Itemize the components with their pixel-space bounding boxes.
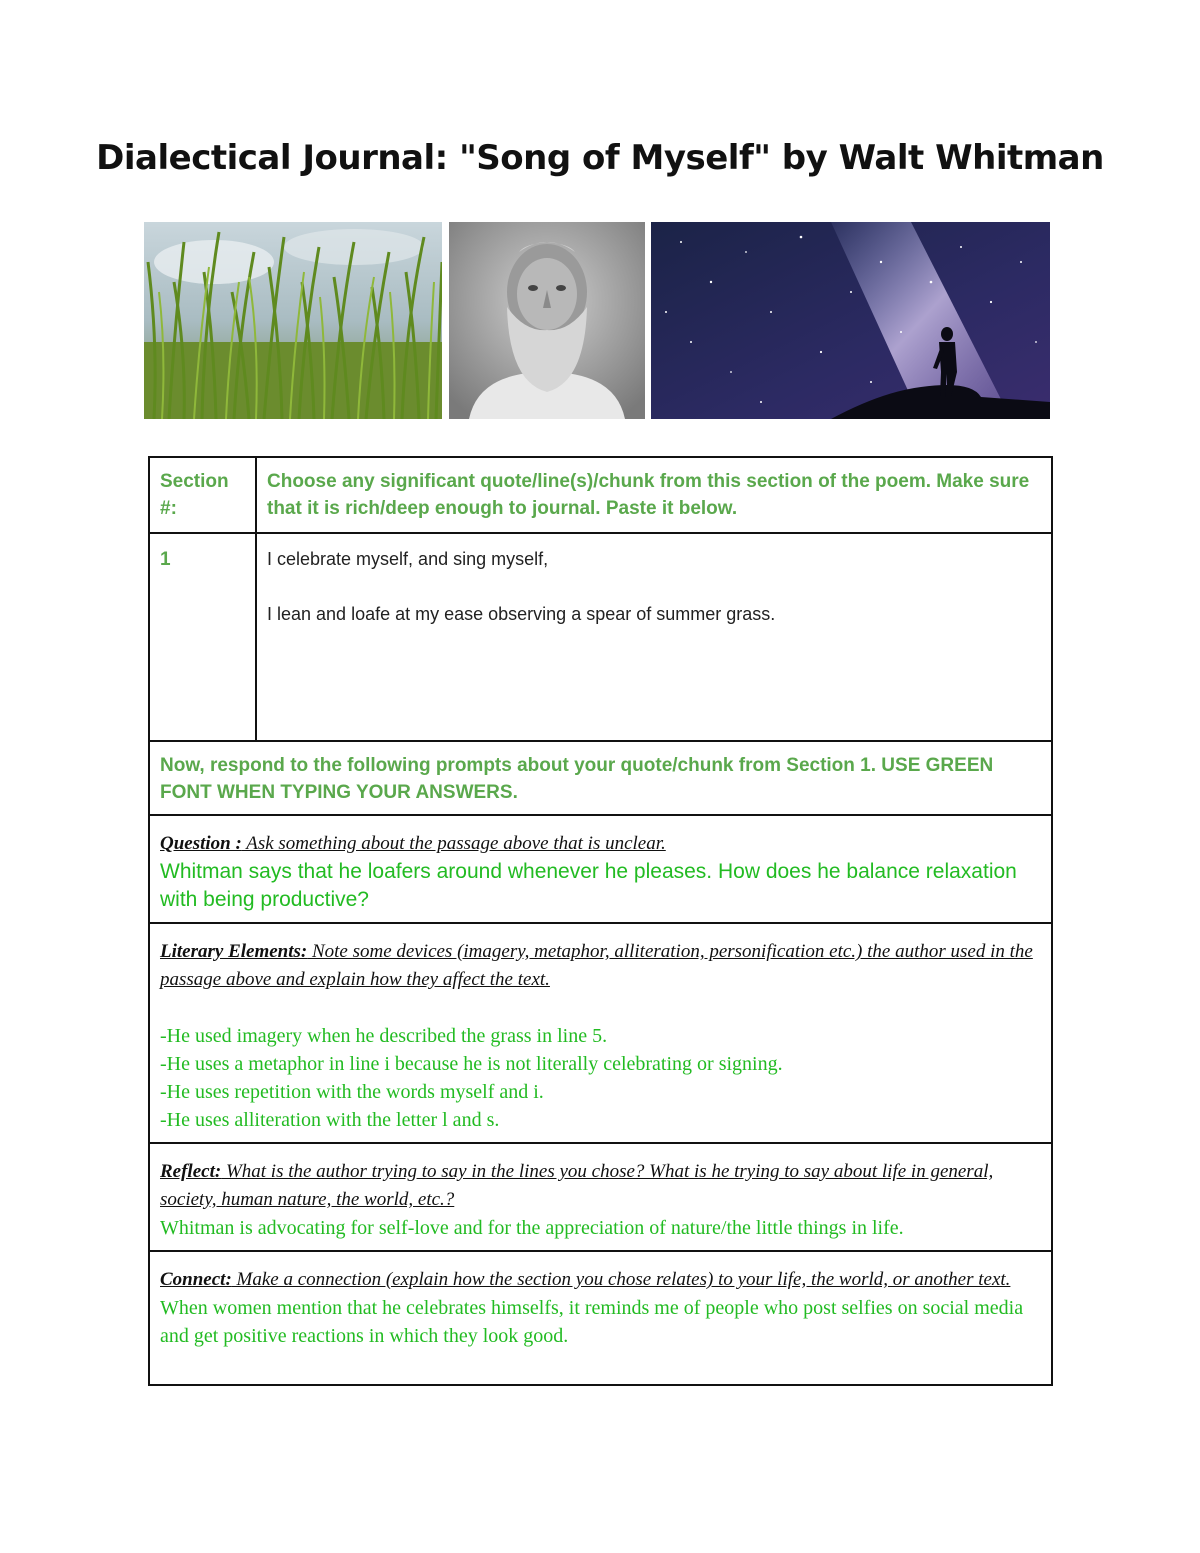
question-label: Question : — [160, 833, 242, 854]
connect-prompt: Connect: Make a connection (explain how the section you chose relates) to your life, the world, or another text. — [160, 1269, 1011, 1290]
question-cell[interactable] — [149, 815, 1052, 923]
respond-row — [149, 741, 1052, 815]
header-row — [149, 457, 1052, 533]
reflect-cell[interactable] — [149, 1143, 1052, 1251]
literary-answer-1: -He used imagery when he described the grass in line 5. — [160, 1025, 608, 1047]
section-header-cell: Section #: — [149, 457, 256, 533]
connect-row — [149, 1251, 1052, 1385]
literary-prompt: Literary Elements: Note some devices (imagery, metaphor, alliteration, personification etc.) the author used in the passage above and explain how they affect the text. — [160, 941, 1033, 990]
quote-line-1: I celebrate myself, and sing myself, — [267, 549, 549, 569]
respond-prompt: Now, respond to the following prompts about your quote/chunk from Section 1. USE GREEN FONT WHEN TYPING YOUR ANSWERS. — [149, 741, 1052, 815]
connect-answer: When women mention that he celebrates himselfs, it reminds me of people who post selfies on social media and get positive reactions in which they look good. — [160, 1297, 1024, 1347]
reflect-answer: Whitman is advocating for self-love and for the appreciation of nature/the little things in life. — [160, 1217, 904, 1239]
reflect-prompt: Reflect: What is the author trying to say in the lines you chose? What is he trying to say about life in general, society, human nature, the world, etc.? — [160, 1161, 994, 1210]
page-title: Dialectical Journal: "Song of Myself" by Walt Whitman — [96, 138, 1104, 178]
literary-answer-2: -He uses a metaphor in line i because he is not literally celebrating or signing. — [160, 1053, 783, 1075]
literary-row — [149, 923, 1052, 1143]
connect-cell[interactable] — [149, 1251, 1052, 1385]
section-number: 1 — [149, 533, 256, 741]
instruction-cell: Choose any significant quote/line(s)/chunk from this section of the poem. Make sure that it is rich/deep enough to journal. Paste it below. — [256, 457, 1052, 533]
literary-answer-3: -He uses repetition with the words myself and i. — [160, 1081, 544, 1103]
literary-label: Literary Elements: — [160, 941, 308, 962]
question-row — [149, 815, 1052, 923]
journal-table — [148, 456, 1053, 1386]
quote-cell[interactable] — [256, 533, 1052, 741]
whitman-portrait — [449, 222, 645, 419]
milky-way-photo — [651, 222, 1050, 419]
question-answer: Whitman says that he loafers around whenever he pleases. How does he balance relaxation with being productive? — [160, 860, 1017, 911]
literary-cell[interactable] — [149, 923, 1052, 1143]
reflect-label: Reflect: — [160, 1161, 222, 1182]
question-prompt: Question : Ask something about the passage above that is unclear. — [160, 833, 666, 854]
grass-photo — [144, 222, 442, 419]
quote-row — [149, 533, 1052, 741]
reflect-row — [149, 1143, 1052, 1251]
connect-label: Connect: — [160, 1269, 232, 1290]
quote-line-2: I lean and loafe at my ease observing a spear of summer grass. — [267, 604, 776, 624]
literary-answer-4: -He uses alliteration with the letter l and s. — [160, 1109, 500, 1131]
